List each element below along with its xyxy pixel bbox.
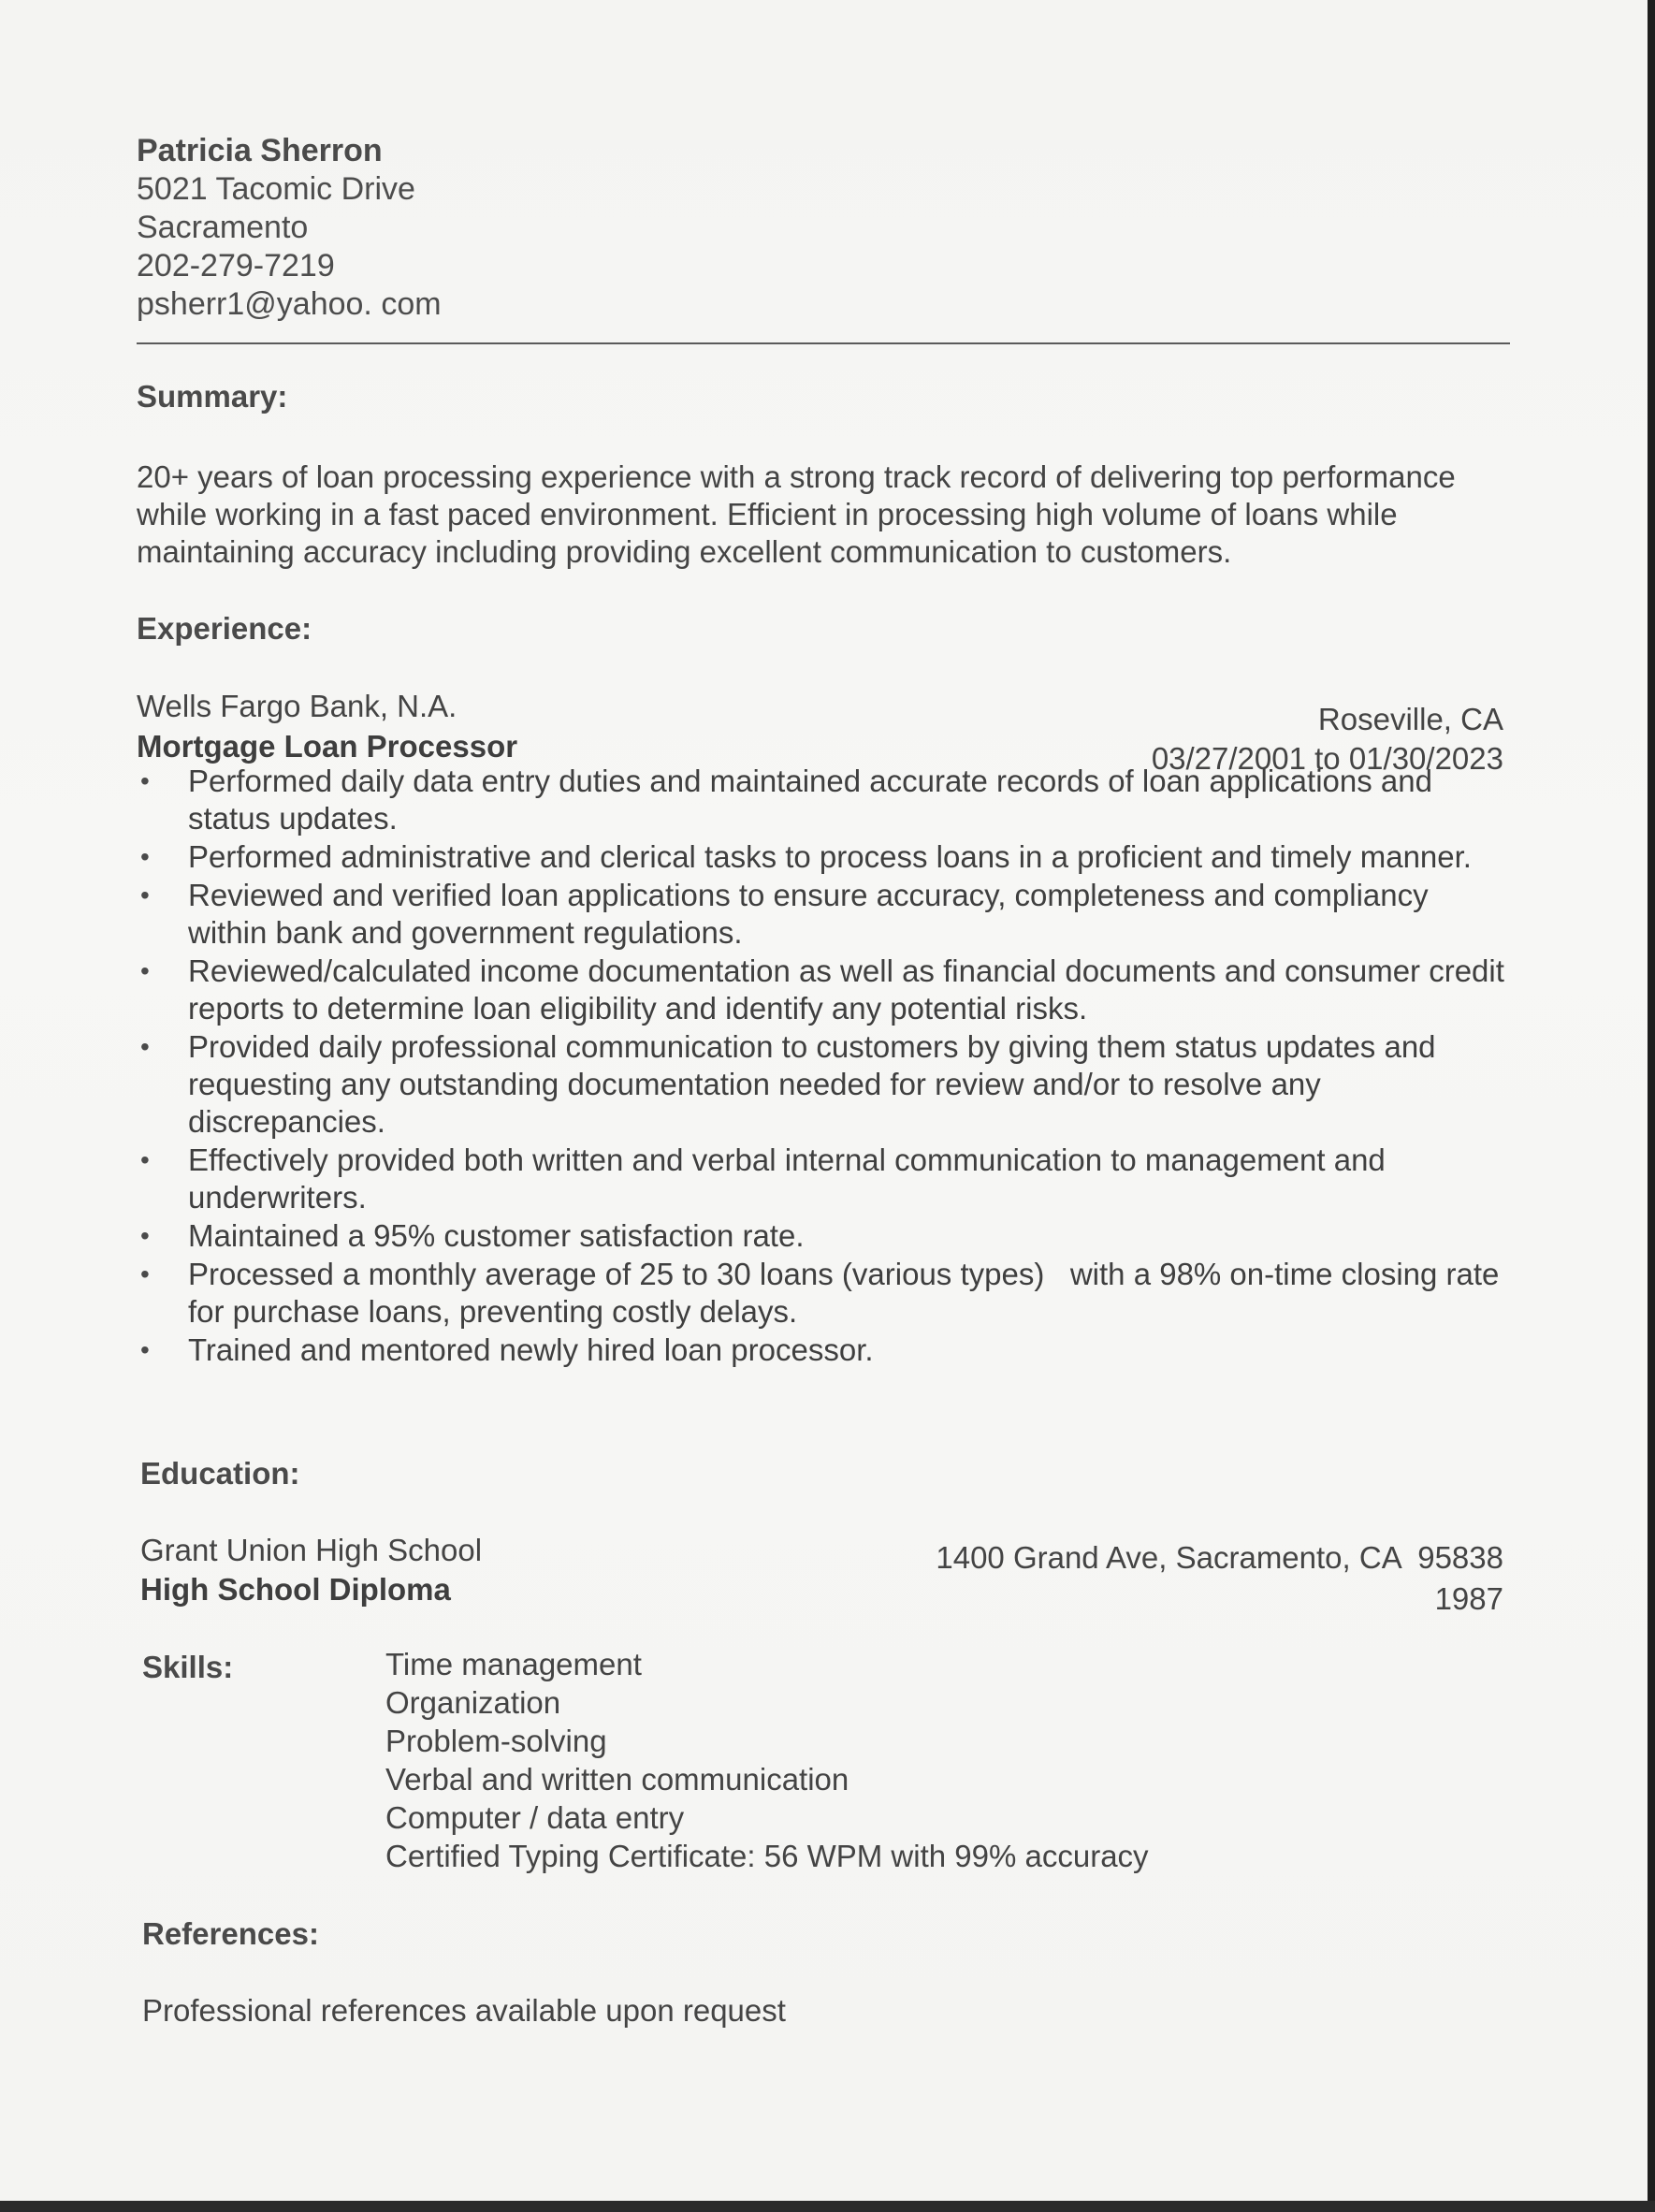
list-item: Organization (385, 1685, 561, 1720)
bullet-icon: • (140, 1032, 150, 1061)
list-item: • Performed daily data entry duties and maintained accurate records of loan applications and status updates. (140, 764, 1432, 836)
employer-name: Wells Fargo Bank, N.A. (137, 689, 457, 723)
bullet-icon: • (140, 842, 150, 871)
list-item: • Trained and mentored newly hired loan processor. (140, 1332, 874, 1367)
header-divider (137, 342, 1510, 344)
bullet-icon: • (140, 1259, 150, 1288)
graduation-year: 1987 (1434, 1581, 1503, 1616)
bullet-icon: • (140, 1335, 150, 1364)
city-line: Sacramento (137, 210, 309, 245)
list-item: • Performed administrative and clerical tasks to process loans in a proficient and timely manner. (140, 839, 1472, 874)
list-item: • Reviewed/calculated income documentation as well as financial documents and consumer credit reports to determine loan eligibility and identify any potential risks. (140, 953, 1504, 1026)
list-item: • Maintained a 95% customer satisfaction rate. (140, 1218, 805, 1253)
list-item: Verbal and written communication (385, 1762, 849, 1797)
summary-heading: Summary: (137, 379, 288, 414)
address-line: 5021 Tacomic Drive (137, 171, 415, 207)
job-location: Roseville, CA (1317, 702, 1503, 736)
applicant-name: Patricia Sherron (137, 133, 383, 168)
list-item: Certified Typing Certificate: 56 WPM with 99% accuracy (385, 1839, 1149, 1873)
list-item: • Reviewed and verified loan applications to ensure accuracy, completeness and compliancy within bank and government regulations. (140, 878, 1429, 950)
list-item: Problem-solving (385, 1724, 607, 1758)
list-item: Time management (385, 1647, 642, 1681)
job-dates: 03/27/2001 to 01/30/2023 (1151, 741, 1503, 776)
school-name: Grant Union High School (140, 1533, 483, 1567)
experience-heading: Experience: (137, 611, 312, 646)
bullet-icon: • (140, 766, 150, 795)
phone-line: 202-279-7219 (137, 248, 335, 284)
bullet-icon: • (140, 956, 150, 985)
list-item: • Processed a monthly average of 25 to 30 loans (various types) with a 98% on-time closing rate for purchase loans, preventing costly delays. (140, 1257, 1508, 1329)
bullet-icon: • (140, 1221, 150, 1250)
references-heading: References: (142, 1916, 319, 1951)
degree-name: High School Diploma (140, 1572, 451, 1607)
experience-bullets (137, 763, 1512, 1370)
bullet-icon: • (140, 1145, 150, 1174)
list-item: • Effectively provided both written and verbal internal communication to management and underwriters. (140, 1142, 1386, 1215)
summary-text: 20+ years of loan processing experience with a strong track record of delivering top performance while working in a fast paced environment. Efficient in processing high volume of loans while maintaining accuracy including providing excellent communication to customers. (137, 459, 1456, 569)
skills-list (385, 1645, 1149, 1875)
list-item: • Provided daily professional communication to customers by giving them status updates and requesting any outstanding documentation needed for review and/or to resolve any discrepancies. (140, 1029, 1436, 1139)
email-line: psherr1@yahoo. com (137, 286, 442, 322)
education-heading: Education: (140, 1456, 300, 1491)
skills-heading: Skills: (142, 1650, 234, 1684)
list-item: Computer / data entry (385, 1800, 685, 1835)
job-title: Mortgage Loan Processor (137, 729, 518, 764)
references-text: Professional references available upon request (142, 1993, 786, 2028)
bullet-icon: • (140, 880, 150, 910)
school-address: 1400 Grand Ave, Sacramento, CA 95838 (936, 1540, 1503, 1575)
